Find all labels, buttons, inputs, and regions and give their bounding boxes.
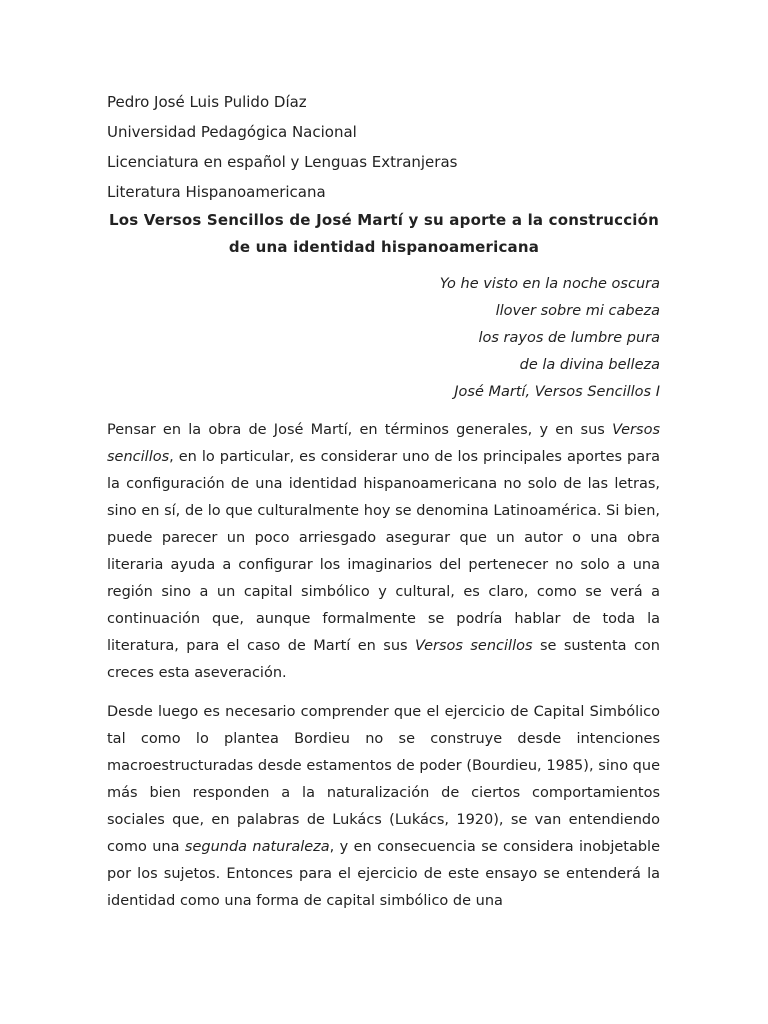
university-name: Universidad Pedagógica Nacional: [107, 123, 357, 141]
author-name: Pedro José Luis Pulido Díaz: [107, 93, 307, 111]
title-line-2: de una identidad hispanoamericana: [228, 238, 540, 256]
paragraph-segment: Pensar en la obra de José Martí, en términos generales, y en sus: [107, 422, 613, 438]
paragraph-segment: se sustenta con creces esta aseveración.: [107, 638, 660, 681]
document-header: [107, 90, 457, 210]
italic-term: segunda naturaleza: [184, 839, 330, 855]
italic-book-title: Versos sencillos: [415, 638, 533, 654]
epigraph-line: llover sobre mi cabeza: [495, 303, 660, 319]
epigraph-line: de la divina belleza: [519, 357, 660, 373]
epigraph: [440, 271, 660, 406]
epigraph-line: los rayos de lumbre pura: [478, 330, 660, 346]
paragraph-text: [107, 699, 660, 915]
paragraph-segment: , en lo particular, es considerar uno de los principales aportes para la configuración de una identidad hispanoamericana no solo de las letras, sino en sí, de lo que culturalmente hoy se denomina Latinoamérica. Si bien, puede parecer un poco arriesgado asegurar que un autor o una obra literaria ayuda a configurar los imaginarios del pertenecer no solo a una región sino a un capital simbólico y cultural, es claro, como se verá a continuación que, aunque formalmente se podría hablar de toda la literatura, para el caso de Martí en sus: [107, 449, 660, 654]
essay-title: [95, 207, 673, 261]
course-name: Literatura Hispanoamericana: [107, 183, 326, 201]
paragraph-segment: Desde luego es necesario comprender que el ejercicio de Capital Simbólico tal como lo plantea Bordieu no se construye desde intenciones macroestructuradas desde estamentos de poder (Bourdieu, 1985), sino que más bien responden a la naturalización de ciertos comportamientos sociales que, en palabras de Lukács (Lukács, 1920), se van entendiendo como una: [107, 704, 660, 855]
body-paragraph-1: [107, 417, 660, 687]
paragraph-segment: , y en consecuencia se considera inobjetable por los sujetos. Entonces para el ejercicio de este ensayo se entenderá la identidad como una forma de capital simbólico de una: [107, 839, 660, 909]
italic-book-title: Versos sencillos: [107, 422, 660, 465]
body-paragraph-2: [107, 699, 660, 915]
epigraph-attribution: José Martí, Versos Sencillos I: [454, 384, 660, 400]
program-name: Licenciatura en español y Lenguas Extranjeras: [107, 153, 458, 171]
epigraph-line: Yo he visto en la noche oscura: [439, 276, 660, 292]
title-line-1: Los Versos Sencillos de José Martí y su aporte a la construcción: [108, 211, 660, 229]
paragraph-text: [107, 417, 660, 687]
